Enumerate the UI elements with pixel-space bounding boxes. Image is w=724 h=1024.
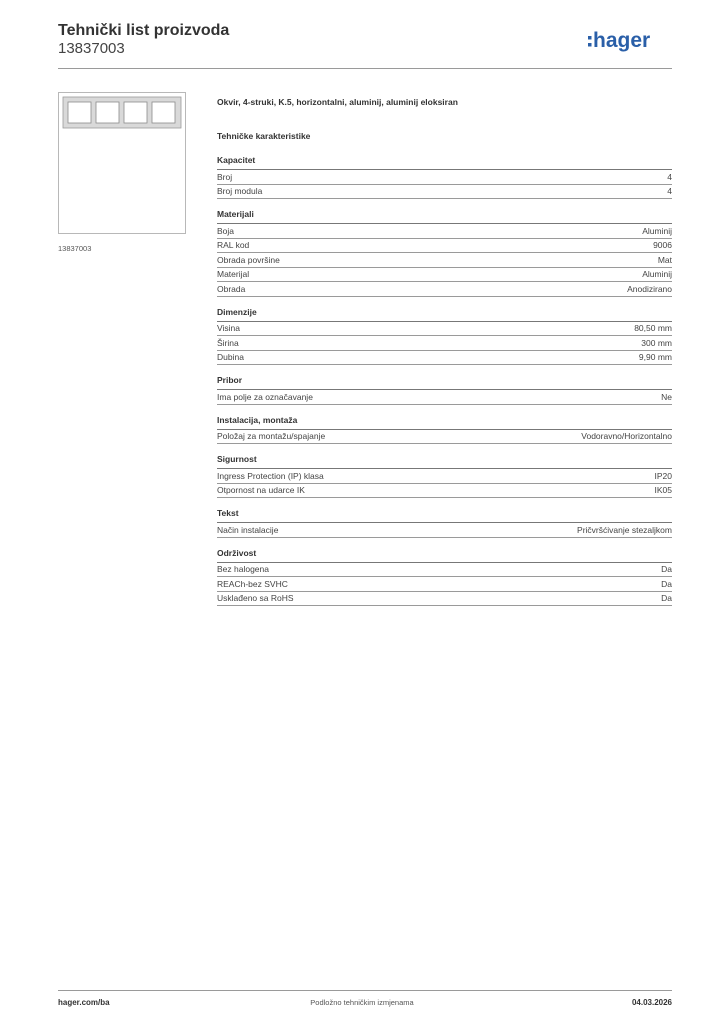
header-divider: [58, 68, 672, 69]
spec-row: [217, 224, 672, 239]
section-title: Održivost: [217, 548, 672, 563]
spec-row: [217, 390, 672, 405]
frame-drawing: [59, 93, 185, 233]
spec-value: Da: [661, 564, 672, 575]
section-title: Sigurnost: [217, 454, 672, 469]
spec-row: [217, 239, 672, 254]
spec-value: 80,50 mm: [634, 323, 672, 334]
logo-text: hager: [593, 29, 651, 52]
technical-characteristics-title: Tehničke karakteristike: [217, 131, 311, 141]
spec-label: REACh-bez SVHC: [217, 578, 288, 589]
spec-label: Obrada površine: [217, 254, 280, 265]
spec-label: Ingress Protection (IP) klasa: [217, 470, 324, 481]
spec-label: Otpornost na udarce IK: [217, 485, 305, 496]
spec-value: 9006: [653, 240, 672, 251]
spec-sections: [217, 155, 672, 606]
spec-row: [217, 592, 672, 607]
footer-date: 04.03.2026: [631, 998, 672, 1007]
section-title: Instalacija, montaža: [217, 415, 672, 430]
spec-section: [217, 155, 672, 199]
specifications: [217, 97, 672, 606]
spec-row: [217, 430, 672, 445]
spec-value: Pričvršćivanje stezaljkom: [577, 524, 672, 535]
spec-section: [217, 209, 672, 297]
spec-label: Položaj za montažu/spajanje: [217, 431, 326, 442]
spec-label: Boja: [217, 225, 235, 236]
spec-value: Aluminij: [642, 225, 672, 236]
product-description: Okvir, 4-struki, K.5, horizontalni, aluminij, aluminij eloksiran: [217, 97, 458, 107]
spec-row: [217, 484, 672, 499]
spec-value: IK05: [654, 485, 672, 496]
spec-row: [217, 185, 672, 200]
spec-row: [217, 282, 672, 297]
spec-section: [217, 508, 672, 538]
spec-label: Način instalacije: [217, 524, 279, 535]
spec-value: Ne: [661, 391, 672, 402]
section-title: Tekst: [217, 508, 672, 523]
spec-value: Vodoravno/Horizontalno: [581, 431, 672, 442]
spec-label: Obrada: [217, 283, 246, 294]
spec-value: 4: [667, 186, 672, 197]
page-header: [58, 22, 672, 68]
document-number: 13837003: [58, 40, 125, 57]
section-title: Kapacitet: [217, 155, 672, 170]
spec-value: Anodizirano: [627, 283, 672, 294]
spec-value: 9,90 mm: [638, 352, 672, 363]
spec-value: Da: [661, 593, 672, 604]
spec-section: [217, 307, 672, 366]
section-title: Materijali: [217, 209, 672, 224]
footer-note: Podložno tehničkim izmjenama: [310, 998, 414, 1007]
spec-section: [217, 375, 672, 405]
spec-label: Dubina: [217, 352, 244, 363]
spec-row: [217, 563, 672, 578]
spec-row: [217, 469, 672, 484]
spec-label: Broj modula: [217, 186, 263, 197]
spec-label: Ima polje za označavanje: [217, 391, 313, 402]
spec-row: [217, 170, 672, 185]
spec-label: RAL kod: [217, 240, 250, 251]
spec-section: [217, 548, 672, 607]
spec-section: [217, 454, 672, 498]
spec-row: [217, 577, 672, 592]
spec-value: Da: [661, 578, 672, 589]
document-title: Tehnički list proizvoda: [58, 22, 230, 39]
spec-value: 4: [667, 171, 672, 182]
spec-label: Bez halogena: [217, 564, 269, 575]
spec-label: Visina: [217, 323, 240, 334]
spec-row: [217, 268, 672, 283]
spec-label: Materijal: [217, 269, 250, 280]
spec-section: [217, 415, 672, 445]
spec-label: Širina: [217, 337, 239, 348]
spec-value: IP20: [654, 470, 672, 481]
spec-row: [217, 336, 672, 351]
spec-row: [217, 351, 672, 366]
section-title: Dimenzije: [217, 307, 672, 322]
section-title: Pribor: [217, 375, 672, 390]
spec-row: [217, 253, 672, 268]
footer-divider: [58, 990, 672, 991]
spec-value: 300 mm: [641, 337, 672, 348]
spec-row: [217, 322, 672, 337]
spec-value: Aluminij: [642, 269, 672, 280]
image-caption: 13837003: [58, 244, 92, 253]
spec-label: Broj: [217, 171, 233, 182]
footer-website: hager.com/ba: [58, 998, 110, 1007]
spec-label: Usklađeno sa RoHS: [217, 593, 294, 604]
spec-value: Mat: [657, 254, 672, 265]
spec-row: [217, 523, 672, 538]
product-image: [58, 92, 186, 234]
hager-logo: [588, 28, 672, 52]
